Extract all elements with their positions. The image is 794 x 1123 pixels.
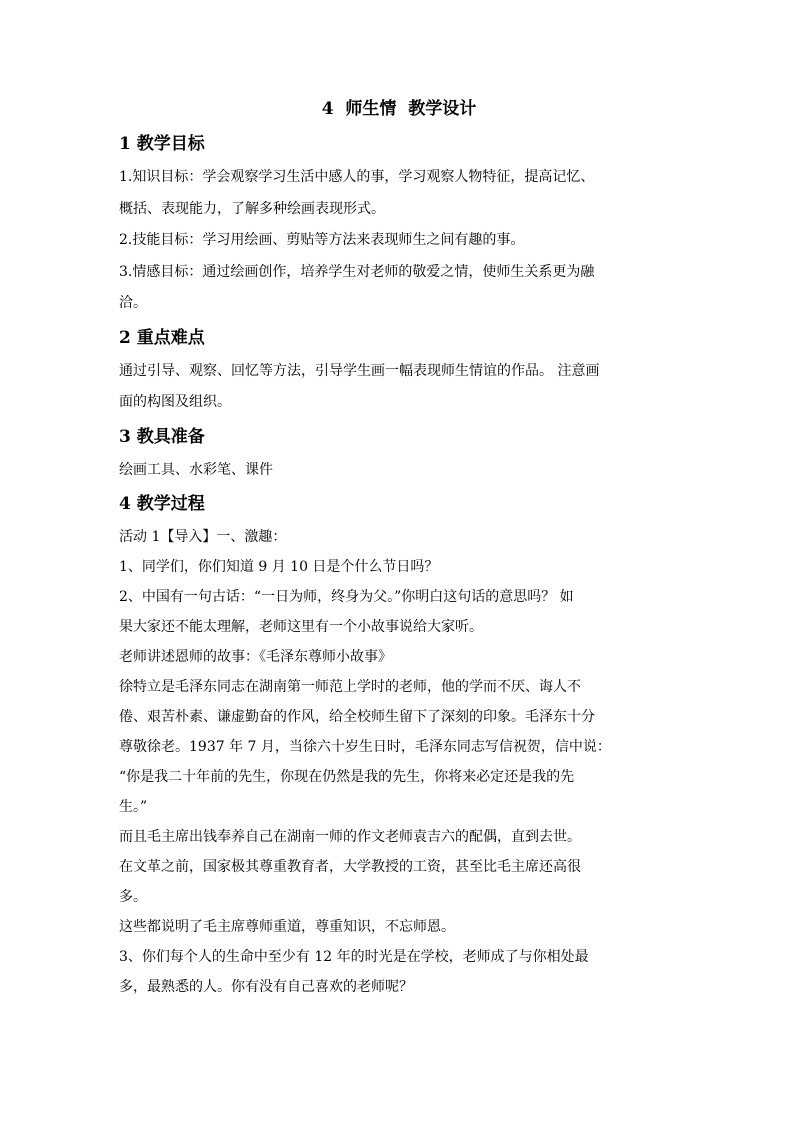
paragraph-line: 这些都说明了毛主席尊师重道，尊重知识，不忘师恩。	[119, 919, 455, 935]
paragraph-line: 洽。	[119, 295, 147, 311]
paragraph-line: 面的构图及组织。	[119, 394, 231, 410]
paragraph-line: 1、同学们，你们知道 9 月 10 日是个什么节日吗？	[119, 559, 439, 575]
paragraph-line: 生。”	[119, 799, 148, 815]
section-heading: 1 教学目标	[119, 134, 205, 154]
paragraph-line: 1.知识目标：学会观察学习生活中感人的事，学习观察人物特征，提高记忆、	[119, 169, 595, 185]
section-heading: 4 教学过程	[119, 494, 205, 514]
paragraph-line: 倦、艰苦朴素、谦虚勤奋的作风，给全校师生留下了深刻的印象。毛泽东十分	[119, 709, 595, 725]
paragraph-line: 2.技能目标：学习用绘画、剪贴等方法来表现师生之间有趣的事。	[119, 232, 525, 248]
paragraph-line: 活动 1【导入】一、激趣：	[119, 529, 287, 545]
paragraph-line: 3.情感目标：通过绘画创作，培养学生对老师的敬爱之情，使师生关系更为融	[119, 263, 595, 280]
paragraph-line: 在文革之前，国家极其尊重教育者，大学教授的工资，甚至比毛主席还高很	[119, 859, 581, 875]
section-teaching-goals	[119, 126, 679, 320]
paragraph-line: 尊敬徐老。1937 年 7 月，当徐六十岁生日时，毛泽东同志写信祝贺，信中说：	[119, 739, 611, 755]
paragraph-line: 3、你们每个人的生命中至少有 12 年的时光是在学校，老师成了与你相处最	[119, 949, 589, 965]
paragraph-line: 多，最熟悉的人。你有没有自己喜欢的老师呢？	[119, 979, 413, 995]
section-heading: 3 教具准备	[119, 426, 205, 447]
document-title: 4 师生情 教学设计	[321, 99, 477, 119]
paragraph-line: 果大家还不能太理解，老师这里有一个小故事说给大家听。	[119, 619, 483, 635]
paragraph-line: 通过引导、观察、回忆等方法，引导学生画一幅表现师生情谊的作品。 注意画	[119, 362, 600, 379]
section-teaching-aids	[119, 419, 679, 487]
paragraph-line: 绘画工具、水彩笔、课件	[119, 461, 273, 478]
section-teaching-process	[119, 486, 679, 1002]
document-page	[119, 92, 679, 1002]
paragraph-line: 而且毛主席出钱奉养自己在湖南一师的作文老师袁吉六的配偶，直到去世。	[119, 829, 581, 845]
paragraph-line: 多。	[119, 889, 147, 905]
section-heading: 2 重点难点	[119, 327, 205, 348]
paragraph-line: 概括、表现能力，了解多种绘画表现形式。	[119, 200, 385, 217]
paragraph-line: 老师讲述恩师的故事：《毛泽东尊师小故事》	[119, 649, 392, 665]
paragraph-line: 徐特立是毛泽东同志在湖南第一师范上学时的老师，他的学而不厌、诲人不	[119, 679, 581, 695]
section-key-points	[119, 320, 679, 419]
paragraph-line: “你是我二十年前的先生，你现在仍然是我的先生，你将来必定还是我的先	[119, 769, 575, 785]
paragraph-line: 2、中国有一句古话：“一日为师，终身为父。”你明白这句话的意思吗？ 如	[119, 589, 574, 605]
